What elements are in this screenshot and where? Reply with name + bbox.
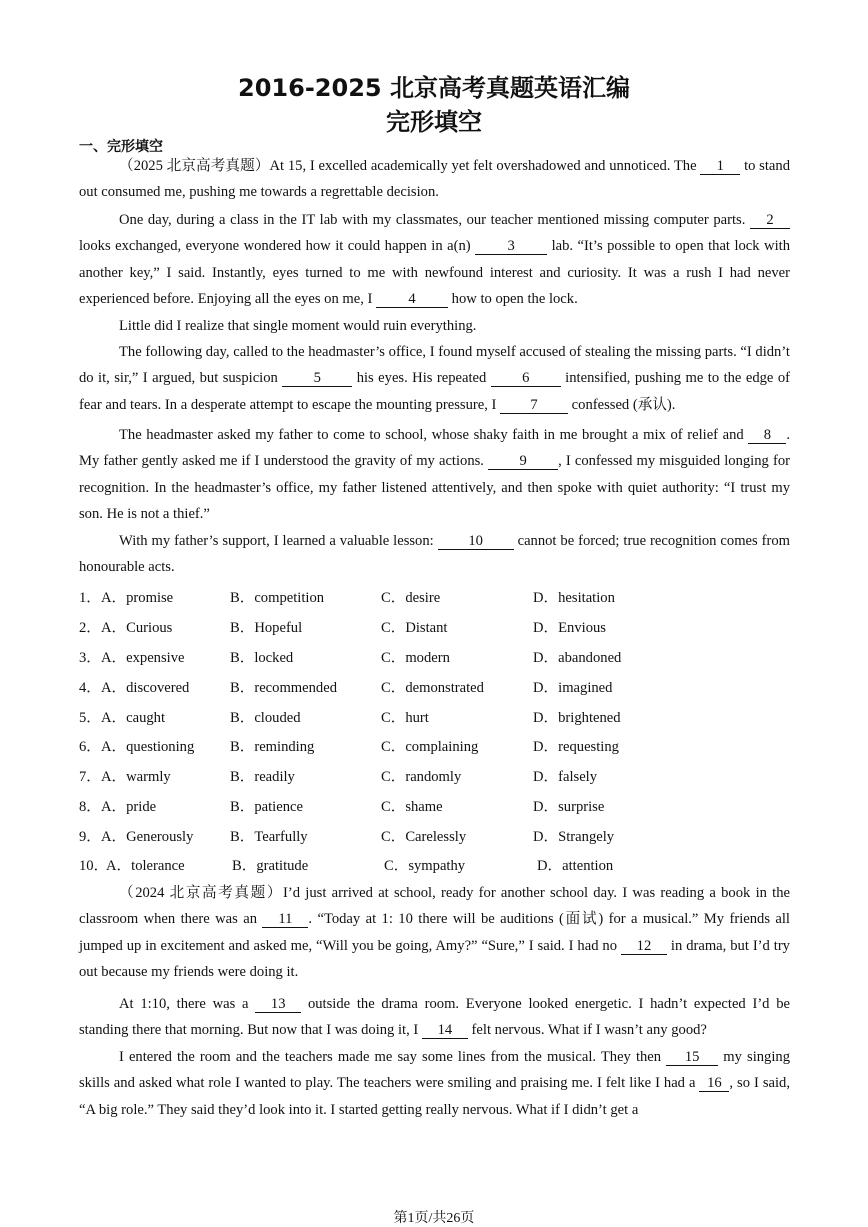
option-b: B．reminding: [230, 739, 315, 755]
passage2-paragraph-1: （2024 北京高考真题）I’d just arrived at school, ready for another school day. I was reading a book in the classroom when there was an 11 . “Today at 1: 10 there will be auditions (面试) for a musical.” My friends all jumped up in excitement and asked me, “Will you be going, Amy?” “Sure,” I said. I had no 12 in drama, but I’d try out because my friends were doing it.: [79, 885, 790, 981]
blank-15: 15: [666, 1049, 718, 1066]
option-c: C．complaining: [381, 739, 479, 755]
options-row-2: [79, 616, 799, 636]
blank-4: 4: [376, 291, 448, 308]
options-row-1: [79, 586, 799, 606]
question-number: 6．: [79, 739, 101, 755]
question-number: 1．: [79, 590, 101, 606]
option-c: C．Carelessly: [381, 829, 467, 845]
options-row-10: [79, 854, 799, 874]
passage2-paragraph-2: At 1:10, there was a 13 outside the drama room. Everyone looked energetic. I hadn’t expected I’d be standing there that morning. But now that I was doing it, I 14 felt nervous. What if I wasn’t any good?: [79, 996, 790, 1039]
passage1-paragraph-5: The headmaster asked my father to come to school, whose shaky faith in me brought a mix of relief and 8 . My father gently asked me if I understood the gravity of my actions. 9 , I confessed my misguided longing for recognition. In the headmaster’s office, my father listened attentively, and then spoke with quiet authority: “I trust my son. He is not a thief.”: [79, 427, 790, 523]
option-a: A．tolerance: [106, 858, 185, 874]
blank-12: 12: [621, 938, 667, 955]
passage1-paragraph-6: With my father’s support, I learned a valuable lesson: 10 cannot be forced; true recognition comes from honourable acts.: [79, 533, 791, 576]
option-d: D．Envious: [533, 620, 606, 636]
blank-8: 8: [748, 427, 786, 444]
question-number: 5．: [79, 710, 101, 726]
option-c: C．shame: [381, 799, 443, 815]
blank-10: 10: [438, 533, 514, 550]
option-d: D．imagined: [533, 680, 613, 696]
blank-13: 13: [255, 996, 301, 1013]
option-c: C．demonstrated: [381, 680, 484, 696]
page-subtitle: 完形填空: [386, 108, 482, 136]
passage1-paragraph-2: One day, during a class in the IT lab with my classmates, our teacher mentioned missing computer parts. 2 looks exchanged, everyone wondered how it could happen in a(n) 3 lab. “It’s possible to open that lock with another key,” I said. Instantly, eyes turned to me with newfound interest and curiosity. It was a rush I had never experienced before. Enjoying all the eyes on me, I 4 how to open the lock.: [79, 212, 790, 308]
page-footer: 第1页/共26页: [393, 1211, 475, 1226]
option-d: D．attention: [537, 858, 614, 874]
options-row-7: [79, 765, 799, 785]
option-d: D．falsely: [533, 769, 598, 785]
blank-1: 1: [700, 158, 740, 175]
option-b: B．patience: [230, 799, 303, 815]
options-row-4: [79, 676, 799, 696]
option-b: B．clouded: [230, 710, 301, 726]
options-row-8: [79, 795, 799, 815]
blank-6: 6: [491, 370, 561, 387]
option-a: A．discovered: [101, 680, 190, 696]
option-d: D．brightened: [533, 710, 621, 726]
option-d: D．abandoned: [533, 650, 622, 666]
blank-9: 9: [488, 453, 558, 470]
passage1-paragraph-1: （2025 北京高考真题）At 15, I excelled academically yet felt overshadowed and unnoticed. The 1 to stand out consumed me, pushing me towards a regrettable decision.: [79, 158, 790, 201]
option-a: A．Curious: [101, 620, 173, 636]
blank-7: 7: [500, 397, 568, 414]
question-number: 3．: [79, 650, 101, 666]
question-number: 10．: [79, 858, 109, 874]
option-a: A．pride: [101, 799, 157, 815]
option-a: A．warmly: [101, 769, 171, 785]
passage1-paragraph-3: Little did I realize that single moment would ruin everything.: [119, 318, 477, 334]
options-row-3: [79, 646, 799, 666]
section-heading: 一、完形填空: [79, 139, 163, 155]
question-number: 9．: [79, 829, 101, 845]
option-c: C．randomly: [381, 769, 462, 785]
option-d: D．surprise: [533, 799, 605, 815]
passage2-paragraph-3: I entered the room and the teachers made me say some lines from the musical. They then 15 my singing skills and asked what role I wanted to play. The teachers were smiling and praising me. I felt like I had a 16 , so I said, “A big role.” They said they’d look into it. I started getting really nervous. What if I didn’t get a: [79, 1049, 790, 1118]
option-c: C．desire: [381, 590, 441, 606]
options-row-6: [79, 735, 799, 755]
option-b: B．competition: [230, 590, 325, 606]
blank-5: 5: [282, 370, 352, 387]
option-a: A．expensive: [101, 650, 185, 666]
page-title: 2016-2025 北京高考真题英语汇编: [238, 74, 630, 102]
blank-3: 3: [475, 238, 547, 255]
question-number: 2．: [79, 620, 101, 636]
option-d: D．Strangely: [533, 829, 615, 845]
question-number: 7．: [79, 769, 101, 785]
option-a: A．questioning: [101, 739, 195, 755]
blank-11: 11: [262, 911, 308, 928]
options-row-9: [79, 825, 799, 845]
option-b: B．gratitude: [232, 858, 309, 874]
option-c: C．sympathy: [384, 858, 466, 874]
option-a: A．Generously: [101, 829, 194, 845]
option-c: C．modern: [381, 650, 450, 666]
option-b: B．Hopeful: [230, 620, 303, 636]
question-number: 4．: [79, 680, 101, 696]
option-b: B．readily: [230, 769, 295, 785]
option-b: B．recommended: [230, 680, 337, 696]
option-d: D．requesting: [533, 739, 619, 755]
question-number: 8．: [79, 799, 101, 815]
passage1-paragraph-4: The following day, called to the headmaster’s office, I found myself accused of stealing the missing parts. “I didn’t do it, sir,” I argued, but suspicion 5 his eyes. His repeated 6 intensified, pushing me to the edge of fear and tears. In a desperate attempt to escape the mounting pressure, I 7 confessed (承认).: [79, 344, 790, 413]
blank-14: 14: [422, 1022, 468, 1039]
option-b: B．Tearfully: [230, 829, 308, 845]
options-row-5: [79, 706, 799, 726]
option-b: B．locked: [230, 650, 294, 666]
option-a: A．promise: [101, 590, 174, 606]
option-c: C．hurt: [381, 710, 429, 726]
blank-16: 16: [699, 1075, 729, 1092]
option-c: C．Distant: [381, 620, 448, 636]
option-a: A．caught: [101, 710, 166, 726]
option-d: D．hesitation: [533, 590, 615, 606]
blank-2: 2: [750, 212, 790, 229]
